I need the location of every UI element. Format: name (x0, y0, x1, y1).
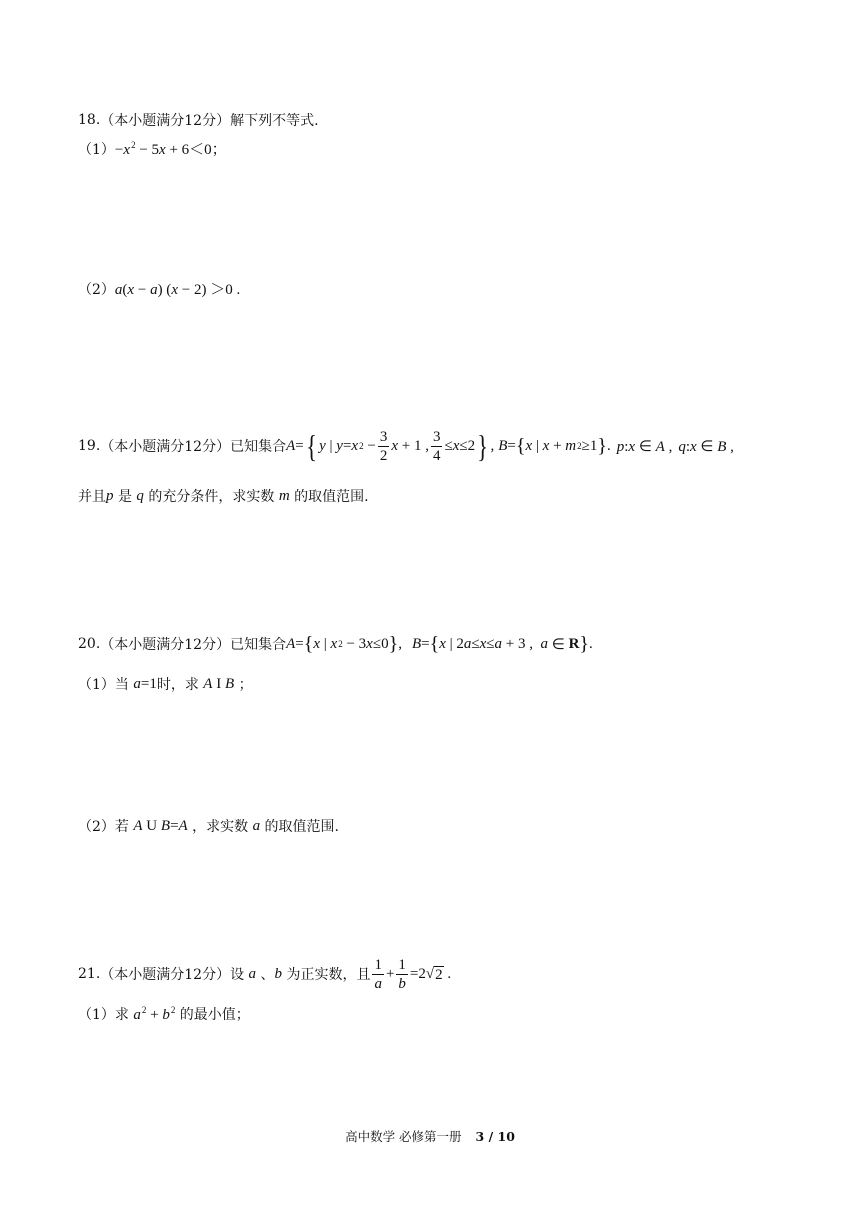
q19-header (78, 424, 734, 468)
q20-part2: （2） 若 A U B = A ，求实数 a 的取值范围. (78, 817, 340, 835)
page-footer (0, 1127, 860, 1145)
q18-header (78, 110, 319, 130)
q18-number: 18. (78, 112, 101, 128)
q19-condition-p: p:x ∈ A , (616, 438, 673, 455)
q19-score-tag: （本小题满分12分） (100, 439, 231, 455)
q20-set-b: B = { x | 2 a ≤ x ≤ a + 3 , a ∈ R } . (411, 633, 593, 655)
q19-prompt: 已知集合 (230, 439, 287, 455)
q21-score-tag: （本小题满分12分） (100, 967, 231, 983)
q18-score-tag: （本小题满分12分） (100, 113, 231, 129)
q18-part2 (78, 278, 240, 299)
q20-set-a: A = { x | x 2 − 3 x ≤0 } , (286, 633, 402, 655)
q21-part1: （1） 求 $a^2 + b^2$ 的最小值； (78, 1004, 250, 1023)
q19-number: 19. (78, 438, 101, 454)
q21-part1-label: （1） (78, 1007, 115, 1023)
q20-part1: （1） 当 a =1 时，求 A I B ； (78, 675, 253, 693)
q21-number: 21. (78, 966, 101, 982)
q20-score-tag: （本小题满分12分） (100, 637, 231, 653)
q20-prompt: 已知集合 (230, 637, 287, 653)
q18-part1-label: （1） (78, 141, 115, 158)
q18-part1-math: $-x^2 - 5x + 6<0$； (114, 140, 227, 158)
q20-header (78, 634, 593, 654)
footer-title: 高中数学 必修第一册 (345, 1129, 462, 1144)
q18-prompt: 解下列不等式. (230, 113, 319, 129)
q19-set-a: A = { y | y = x 2 − $\frac{3}{2}$ x + 1 , $\frac{3}{4}$ ≤ x ≤2 } , (286, 428, 495, 464)
q18-part2-label: （2） (78, 281, 115, 298)
q20-number: 20. (78, 636, 101, 652)
q18-part1 (78, 138, 227, 159)
q19-line2: 并且 p 是 q 的充分条件，求实数 m 的取值范围. (78, 487, 369, 505)
q21-header: 21. （本小题满分12分） 设 a 、 b 为正实数，且 $\frac{1}{a}$ + $\frac{1}{b}$ =2 √ 2 . (78, 956, 452, 992)
page-number: 3 / 10 (475, 1129, 515, 1144)
q19-condition-q: q:x ∈ B , (678, 438, 734, 455)
q20-part2-label: （2） (78, 819, 115, 835)
q21-condition: $\frac{1}{a}$ + $\frac{1}{b}$ =2 √ 2 . (374, 956, 452, 992)
q18-part2-math: a(x − a) (x − 2) ＞0 . (114, 282, 241, 298)
q19-set-b: B = { x | x + m 2 ≥1 } . (498, 435, 611, 457)
q20-part1-label: （1） (78, 677, 115, 693)
